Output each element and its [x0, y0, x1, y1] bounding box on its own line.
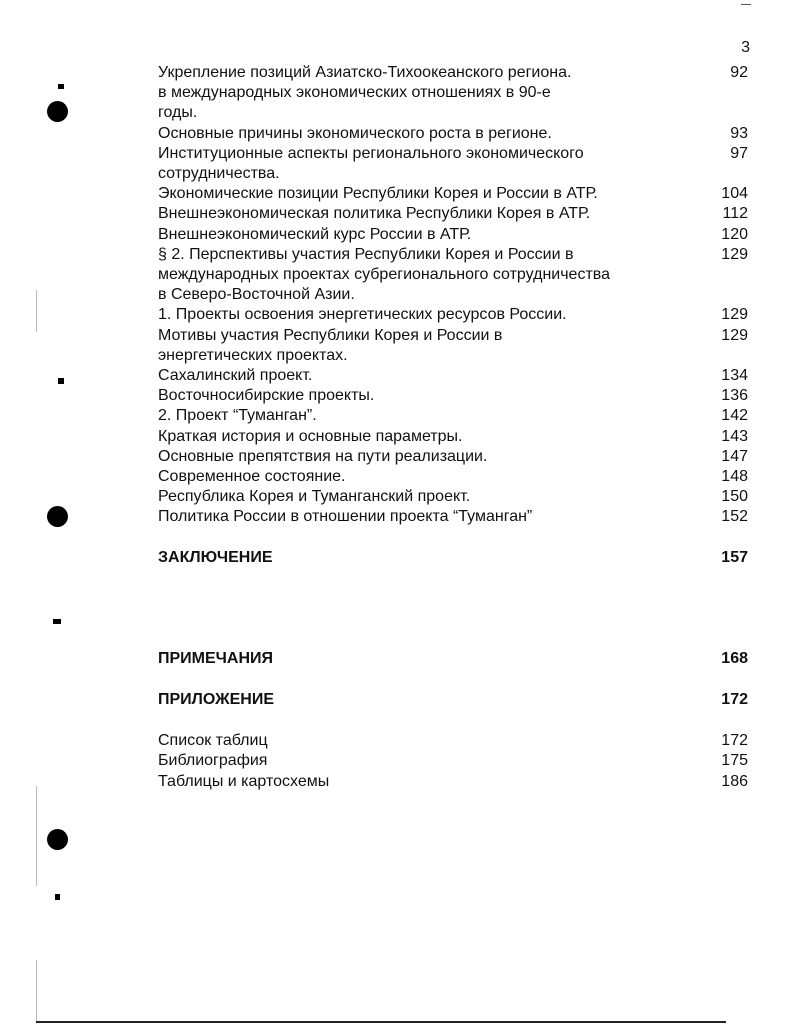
- toc-entry-title-line: Основные причины экономического роста в регионе.: [158, 124, 552, 142]
- toc-entry: [158, 184, 748, 204]
- toc-appendix-list: [158, 731, 748, 792]
- toc-entry-title-line: годы.: [158, 104, 198, 122]
- toc-entry-title-line: в международных экономических отношениях в 90-е: [158, 84, 551, 102]
- toc-entry: [158, 487, 748, 507]
- toc-entry-title-line: Мотивы участия Республики Корея и России в: [158, 326, 503, 344]
- toc-entry: [158, 427, 748, 447]
- toc-entry-title-line: 1. Проекты освоения энергетических ресурсов России.: [158, 306, 567, 324]
- toc-appendix-entry-page: 172: [721, 732, 748, 750]
- toc-entry: [158, 305, 748, 325]
- toc-entry-title-line: в Северо-Восточной Азии.: [158, 286, 355, 304]
- toc-notes-title: ПРИМЕЧАНИЯ: [158, 649, 274, 667]
- toc-entry-title-line: Восточносибирские проекты.: [158, 387, 375, 405]
- margin-line: [36, 290, 37, 332]
- margin-line: [36, 960, 37, 1022]
- toc-entry: [158, 366, 748, 386]
- toc-entry-page: 148: [721, 468, 748, 486]
- toc-entry-title-line: Республика Корея и Туманганский проект.: [158, 488, 471, 506]
- toc-conclusion-page: 157: [721, 548, 748, 566]
- toc-entry: [158, 225, 748, 245]
- toc-entry-page: 97: [730, 144, 748, 162]
- toc-entry-page: 129: [721, 326, 748, 344]
- toc-appendix-entry-page: 175: [721, 752, 748, 770]
- toc-entry-page: 112: [722, 205, 748, 223]
- toc-appendix-entry-title: Таблицы и картосхемы: [158, 772, 330, 790]
- toc-entry: [158, 124, 748, 144]
- toc-appendix-entry-title: Библиография: [158, 752, 268, 770]
- toc-entry: [158, 386, 748, 406]
- toc-appendix-entry: [158, 731, 748, 751]
- toc-entry-title-line: Институционные аспекты регионального экономического: [158, 144, 584, 162]
- toc-entry-title-line: Укрепление позиций Азиатско-Тихоокеанского региона.: [158, 64, 572, 81]
- scan-speck: [58, 84, 64, 89]
- toc-entry-page: 136: [721, 387, 748, 405]
- toc-notes-page: 168: [721, 649, 748, 667]
- toc-entry: [158, 144, 748, 184]
- scan-speck: [55, 894, 60, 900]
- toc-entry-title-line: Современное состояние.: [158, 468, 346, 486]
- page-number: 3: [741, 39, 750, 56]
- toc-conclusion: [158, 548, 748, 568]
- scan-speck: [53, 619, 61, 624]
- toc-appendix-entry: [158, 772, 748, 792]
- toc-entry: [158, 507, 748, 527]
- table-of-contents: [158, 63, 748, 792]
- toc-appendix-entry: [158, 751, 748, 771]
- toc-entry: [158, 406, 748, 426]
- toc-entries: [158, 63, 748, 528]
- toc-entry-page: 143: [721, 427, 748, 445]
- toc-conclusion-title: ЗАКЛЮЧЕНИЕ: [158, 548, 273, 566]
- binder-hole: [47, 829, 68, 850]
- binder-hole: [47, 101, 68, 122]
- toc-entry-title-line: Экономические позиции Республики Корея и России в АТР.: [158, 185, 598, 203]
- scan-mark: [741, 4, 751, 5]
- toc-entry-title-line: Основные препятствия на пути реализации.: [158, 447, 488, 465]
- toc-entry-title-line: § 2. Перспективы участия Республики Корея и России в: [158, 245, 574, 263]
- toc-entry: [158, 447, 748, 467]
- toc-entry-page: 104: [721, 185, 748, 203]
- toc-entry-page: 150: [721, 488, 748, 506]
- toc-entry-page: 134: [721, 367, 748, 385]
- toc-appendix-title: ПРИЛОЖЕНИЕ: [158, 691, 274, 709]
- toc-entry-title-line: энергетических проектах.: [158, 346, 348, 364]
- toc-entry-title-line: Политика России в отношении проекта “Туманган”: [158, 508, 533, 526]
- toc-entry-title-line: Сахалинский проект.: [158, 367, 313, 385]
- binder-hole: [47, 506, 68, 527]
- toc-notes: [158, 649, 748, 669]
- toc-entry-title-line: 2. Проект “Туманган”.: [158, 407, 317, 425]
- toc-entry-title-line: Краткая история и основные параметры.: [158, 427, 463, 445]
- toc-entry: [158, 204, 748, 224]
- toc-entry: [158, 467, 748, 487]
- toc-appendix-entry-title: Список таблиц: [158, 732, 268, 750]
- toc-entry-page: 147: [721, 447, 748, 465]
- toc-appendix-page: 172: [721, 691, 748, 709]
- toc-entry-title-line: Внешнеэкономический курс России в АТР.: [158, 225, 472, 243]
- scan-speck: [58, 378, 64, 384]
- toc-entry-page: 92: [730, 64, 748, 81]
- toc-entry-page: 129: [721, 245, 748, 263]
- toc-entry-page: 120: [721, 225, 748, 243]
- toc-entry: [158, 63, 748, 124]
- toc-entry-page: 142: [721, 407, 748, 425]
- toc-entry-title-line: сотрудничества.: [158, 165, 280, 183]
- bottom-edge-line: [36, 1021, 726, 1023]
- toc-entry-title-line: Внешнеэкономическая политика Республики Корея в АТР.: [158, 205, 591, 223]
- margin-line: [36, 786, 37, 886]
- toc-entry-page: 93: [730, 124, 748, 142]
- toc-entry-page: 152: [721, 508, 748, 526]
- toc-entry-title-line: международных проектах субрегионального сотрудничества: [158, 266, 610, 284]
- toc-appendix: [158, 690, 748, 710]
- toc-entry: [158, 245, 748, 306]
- toc-entry-page: 129: [721, 306, 748, 324]
- toc-appendix-entry-page: 186: [721, 772, 748, 790]
- toc-entry: [158, 326, 748, 366]
